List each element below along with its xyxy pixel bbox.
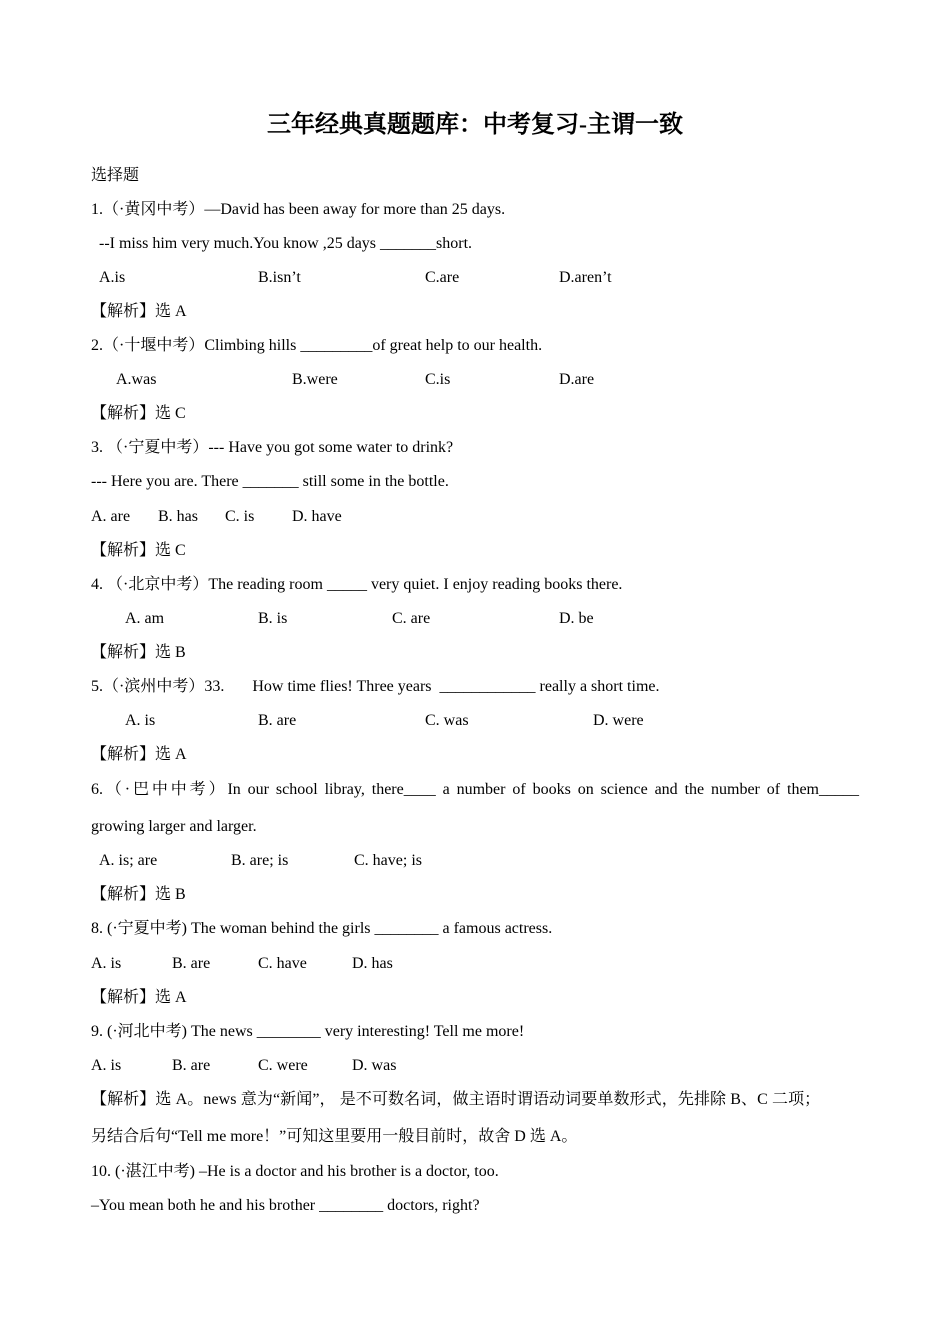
question-1-option-d: D.aren’t <box>559 269 612 286</box>
question-5-answer: 【解析】选 A <box>91 746 187 763</box>
question-4-option-b: B. is <box>258 610 288 627</box>
question-6-option-c: C. have; is <box>354 852 422 869</box>
question-1-stem-2: --I miss him very much.You know ,25 days _______short. <box>99 235 473 252</box>
question-8-option-a: A. is <box>91 955 122 972</box>
question-5-option-b: B. are <box>258 712 297 729</box>
question-2-option-a: A.was <box>116 371 157 388</box>
question-8-option-c: C. have <box>258 955 307 972</box>
question-6-stem: 6.（·巴中中考）In our school libray, there____ a number of books on science and the number of them_____ <box>91 781 859 798</box>
question-8-option-d: D. has <box>352 955 393 972</box>
question-5-option-d: D. were <box>593 712 644 729</box>
question-6-answer: 【解析】选 B <box>91 886 186 903</box>
question-3-stem: 3. （·宁夏中考）--- Have you got some water to drink? <box>91 439 454 456</box>
question-1-stem: 1.（·黄冈中考）—David has been away for more than 25 days. <box>91 201 506 218</box>
question-4-option-a: A. am <box>125 610 165 627</box>
question-6-option-a: A. is; are <box>99 852 158 869</box>
question-9-option-b: B. are <box>172 1057 211 1074</box>
question-1-option-a: A.is <box>99 269 126 286</box>
section-heading: 选择题 <box>91 167 140 184</box>
question-8-answer: 【解析】选 A <box>91 989 187 1006</box>
question-10-stem: 10. (·湛江中考) –He is a doctor and his brother is a doctor, too. <box>91 1163 499 1180</box>
question-3-option-d: D. have <box>292 508 342 525</box>
question-3-option-c: C. is <box>225 508 255 525</box>
question-4-stem: 4. （·北京中考）The reading room _____ very quiet. I enjoy reading books there. <box>91 576 623 593</box>
question-8-stem: 8. (·宁夏中考) The woman behind the girls ________ a famous actress. <box>91 920 553 937</box>
question-9-option-a: A. is <box>91 1057 122 1074</box>
question-10-stem-2: –You mean both he and his brother ________ doctors, right? <box>91 1197 480 1214</box>
question-2-option-b: B.were <box>292 371 338 388</box>
question-1-option-c: C.are <box>425 269 460 286</box>
question-5-option-c: C. was <box>425 712 469 729</box>
question-6-option-b: B. are; is <box>231 852 289 869</box>
question-9-option-c: C. were <box>258 1057 308 1074</box>
question-9-option-d: D. was <box>352 1057 397 1074</box>
question-1-answer: 【解析】选 A <box>91 303 187 320</box>
question-4-answer: 【解析】选 B <box>91 644 186 661</box>
question-6-stem-2: growing larger and larger. <box>91 818 257 835</box>
question-3-option-b: B. has <box>158 508 198 525</box>
question-5-option-a: A. is <box>125 712 156 729</box>
question-4-option-c: C. are <box>392 610 431 627</box>
question-9-answer-2: 另结合后句“Tell me more！”可知这里要用一般目前时，故舍 D 选 A。 <box>91 1128 578 1145</box>
question-4-option-d: D. be <box>559 610 594 627</box>
question-3-option-a: A. are <box>91 508 131 525</box>
question-2-stem: 2.（·十堰中考）Climbing hills _________of great help to our health. <box>91 337 543 354</box>
page-title: 三年经典真题题库：中考复习-主谓一致 <box>267 112 683 138</box>
question-3-answer: 【解析】选 C <box>91 542 186 559</box>
question-8-option-b: B. are <box>172 955 211 972</box>
question-2-answer: 【解析】选 C <box>91 405 186 422</box>
question-5-stem: 5.（·滨州中考）33. How time flies! Three years ____________ really a short time. <box>91 678 660 695</box>
question-9-answer: 【解析】选 A。news 意为“新闻”， 是不可数名词，做主语时谓语动词要单数形式，先排除 B、C 二项； <box>91 1091 821 1108</box>
question-1-option-b: B.isn’t <box>258 269 301 286</box>
question-3-stem-2: --- Here you are. There _______ still some in the bottle. <box>91 473 449 490</box>
question-9-stem: 9. (·河北中考) The news ________ very interesting! Tell me more! <box>91 1023 525 1040</box>
question-2-option-d: D.are <box>559 371 595 388</box>
question-2-option-c: C.is <box>425 371 451 388</box>
